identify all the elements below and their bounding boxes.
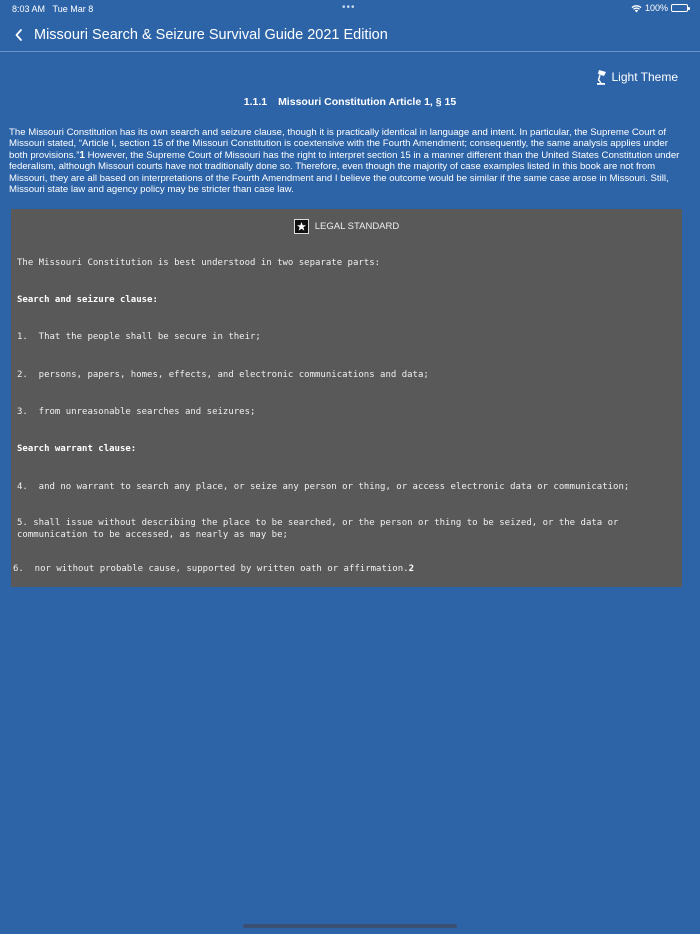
page-title: Missouri Search & Seizure Survival Guide 2021 Edition — [34, 26, 388, 43]
list-item: 6. nor without probable cause, supported by written oath or affirmation.2 — [13, 564, 414, 574]
section-title: Missouri Constitution Article 1, § 15 — [278, 96, 457, 108]
status-bar — [0, 0, 700, 18]
legal-standard-title: LEGAL STANDARD — [314, 221, 400, 232]
section-heading — [0, 96, 700, 108]
status-time: 8:03 AM Tue Mar 8 — [12, 4, 94, 14]
chevron-left-icon — [14, 28, 24, 42]
list-item: 5. shall issue without describing the place to be searched, or the person or thing to be seized, or the data or communication to be accessed, as nearly as may be; — [17, 518, 619, 540]
wifi-icon — [631, 4, 642, 13]
intro-paragraph: The Missouri Constitution has its own search and seizure clause, though it is practically identical in language and intent. In particular, the Supreme Court of Missouri stated, “Article I, section 15 of the Missouri Constitution is coextensive with the Fourth Amendment; consequently, the same analysis applies under both provisions.”1 However, the Supreme Court of Missouri has the right to interpret section 15 in a manner different than the United States Constitution under federalism, although Missouri courts have not traditionally done so. Therefore, even though the majority of case examples listed in this book are not from Missouri, they are all based on interpretations of the Fourth Amendment and I believe the outcome would be similar if the same case arose in Missouri. Still, Missouri state law and agency policy may be stricter than case law. — [9, 127, 680, 196]
list-item: 2. persons, papers, homes, effects, and electronic communications and data; — [17, 370, 429, 380]
light-theme-button[interactable] — [596, 69, 679, 85]
home-indicator[interactable] — [243, 924, 457, 928]
clause-heading-search-seizure: Search and seizure clause: — [17, 295, 158, 305]
battery-icon — [671, 4, 688, 12]
list-item: 3. from unreasonable searches and seizures; — [17, 407, 256, 417]
section-number: 1.1.1 — [243, 96, 268, 108]
legal-standard-header — [11, 219, 682, 234]
clause-heading-search-warrant: Search warrant clause: — [17, 444, 137, 454]
status-right — [631, 3, 688, 13]
legal-intro: The Missouri Constitution is best understood in two separate parts: — [17, 258, 381, 268]
light-theme-label: Light Theme — [611, 70, 678, 84]
back-button[interactable] — [4, 20, 34, 50]
legal-standard-box — [11, 209, 682, 587]
desk-lamp-icon — [596, 69, 608, 85]
battery-percent: 100% — [644, 3, 668, 13]
list-item: 4. and no warrant to search any place, or seize any person or thing, or access electronic data or communication; — [17, 482, 630, 492]
footnote-link-2[interactable]: 2 — [408, 564, 414, 574]
list-item: 1. That the people shall be secure in their; — [17, 332, 261, 342]
footnote-link-1[interactable]: 1 — [79, 149, 85, 161]
police-badge-icon — [294, 219, 309, 234]
multitasking-dots[interactable]: ••• — [342, 2, 356, 13]
navigation-bar — [0, 18, 700, 52]
